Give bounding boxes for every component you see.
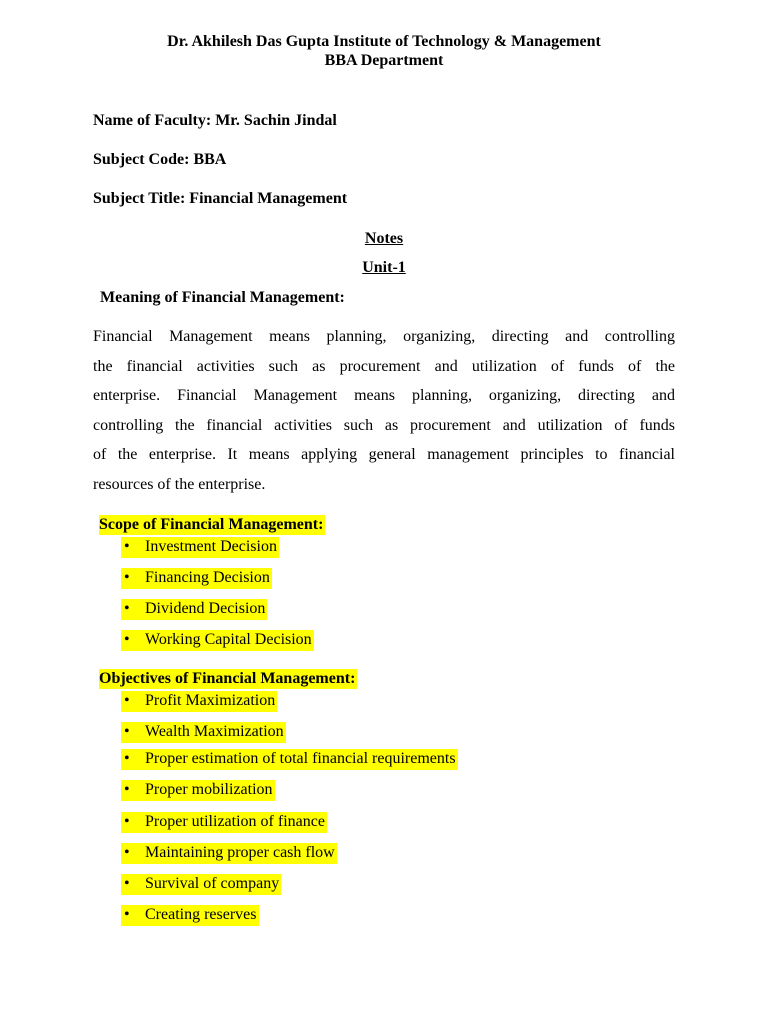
bullet-icon: • — [124, 631, 130, 648]
list-item-text: Creating reserves — [145, 906, 257, 923]
list-item-text: Proper utilization of finance — [145, 813, 325, 830]
meaning-paragraph — [93, 322, 675, 500]
department-title: BBA Department — [324, 52, 444, 69]
list-item — [121, 691, 277, 712]
list-item — [121, 537, 279, 558]
bullet-icon: • — [124, 538, 130, 555]
subject-title: Subject Title: Financial Management — [93, 190, 348, 207]
list-item-text: Wealth Maximization — [145, 723, 284, 740]
objectives-heading-text: Objectives of Financial Management: — [99, 670, 356, 687]
list-item — [121, 722, 286, 743]
objectives-heading — [99, 670, 357, 688]
list-item — [121, 599, 267, 620]
list-item-text: Dividend Decision — [145, 600, 266, 617]
paragraph-line: Financial Management means planning, organizing, directing and controlling — [93, 328, 675, 345]
bullet-icon: • — [124, 875, 130, 892]
list-item — [121, 749, 458, 770]
scope-heading-text: Scope of Financial Management: — [99, 516, 324, 533]
institute-title: Dr. Akhilesh Das Gupta Institute of Technology & Management — [167, 33, 601, 50]
bullet-icon: • — [124, 906, 130, 923]
paragraph-line: enterprise. Financial Management means planning, organizing, directing and — [93, 387, 675, 405]
bullet-icon: • — [124, 750, 130, 767]
list-item-text: Proper mobilization — [145, 781, 273, 798]
list-item — [121, 568, 272, 589]
list-item-text: Financing Decision — [145, 569, 270, 586]
paragraph-line: controlling the financial activities such as procurement and utilization of funds — [93, 416, 675, 434]
list-item — [121, 905, 259, 926]
list-item-text: Profit Maximization — [145, 692, 276, 709]
notes-heading — [0, 230, 768, 248]
bullet-icon: • — [124, 844, 130, 861]
faculty-name: Name of Faculty: Mr. Sachin Jindal — [93, 112, 337, 129]
meaning-heading: Meaning of Financial Management: — [100, 289, 345, 306]
scope-heading — [99, 516, 325, 534]
bullet-icon: • — [124, 781, 130, 798]
paragraph-line: the financial activities such as procurement and utilization of funds of the — [93, 357, 675, 375]
paragraph-line: of the enterprise. It means applying general management principles to financial — [93, 446, 675, 464]
list-item — [121, 780, 275, 801]
list-item-text: Maintaining proper cash flow — [145, 844, 335, 861]
bullet-icon: • — [124, 692, 130, 709]
list-item-text: Working Capital Decision — [145, 631, 312, 648]
subject-code: Subject Code: BBA — [93, 151, 227, 168]
list-item-text: Survival of company — [145, 875, 280, 892]
paragraph-line: resources of the enterprise. — [93, 475, 266, 493]
bullet-icon: • — [124, 813, 130, 830]
list-item — [121, 630, 314, 651]
list-item-text: Proper estimation of total financial requirements — [145, 750, 456, 767]
list-item — [121, 843, 337, 864]
list-item — [121, 812, 327, 833]
unit-heading-text: Unit-1 — [362, 259, 406, 276]
unit-heading — [0, 259, 768, 277]
list-item-text: Investment Decision — [145, 538, 277, 555]
list-item — [121, 874, 281, 895]
bullet-icon: • — [124, 569, 130, 586]
bullet-icon: • — [124, 723, 130, 740]
bullet-icon: • — [124, 600, 130, 617]
notes-heading-text: Notes — [364, 230, 404, 247]
